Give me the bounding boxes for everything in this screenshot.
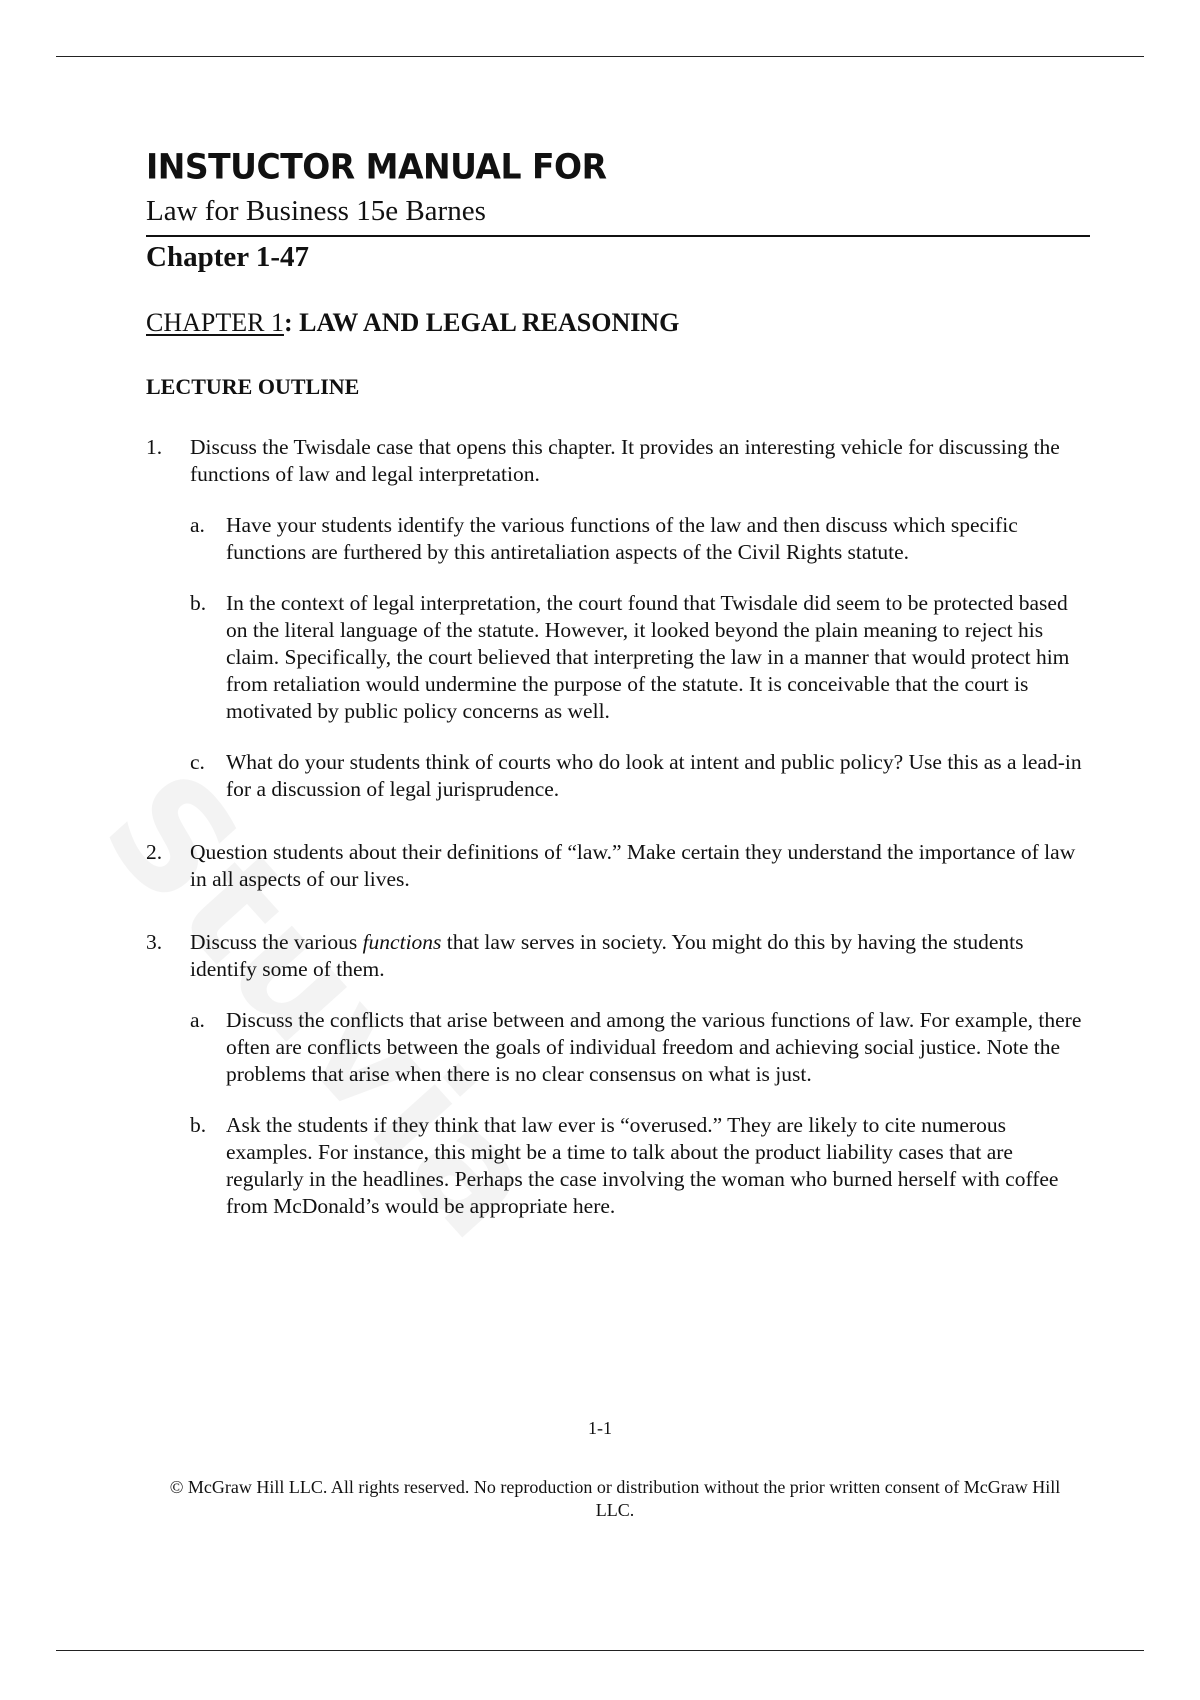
outline-item-1 [146,434,1090,803]
subitem-3a [190,1007,1090,1088]
item-number: 3. [146,930,163,955]
item-number: 2. [146,840,163,865]
chapter-heading [146,308,1090,338]
subitem-text: Ask the students if they think that law ever is “overused.” They are likely to cite numerous examples. For instance, this might be a time to talk about the product liability cases that are regularly in the headlines. Perhaps the case involving the woman who burned herself with coffee from McDonald’s would be appropriate here. [226,1113,1059,1219]
lecture-outline [146,434,1090,1220]
item-text: Question students about their definitions of “law.” Make certain they understand the importance of law in all aspects of our lives. [190,840,1076,892]
subitem-1c [190,749,1090,803]
subitem-letter: b. [190,591,207,616]
item-text-start: Discuss the various [190,930,363,955]
book-subtitle: Law for Business 15e Barnes [146,194,1090,237]
subitem-letter: b. [190,1113,207,1138]
item-text: Discuss the Twisdale case that opens this chapter. It provides an interesting vehicle for discussing the functions of law and legal interpretation. [190,435,1060,487]
document-body [146,145,1090,1256]
subitem-letter: a. [190,513,205,538]
copyright-notice: © McGraw Hill LLC. All rights reserved. No reproduction or distribution without the prior written consent of McGraw Hill LLC. [169,1477,1061,1520]
subitem-text: In the context of legal interpretation, the court found that Twisdale did seem to be protected based on the literal language of the statute. However, it looked beyond the plain meaning to reject his claim. Specifically, the court believed that interpreting the law in a manner that would protect him from retaliation would undermine the purpose of the statute. It is conceivable that the court is motivated by public policy concerns as well. [226,591,1070,724]
subitem-letter: a. [190,1008,205,1033]
chapter-link[interactable]: CHAPTER 1 [146,308,284,338]
subitem-text: Discuss the conflicts that arise between and among the various functions of law. For example, there often are conflicts between the goals of individual freedom and achieving social justice. Note the problems that arise when there is no clear consensus on what is just. [226,1008,1082,1087]
chapter-title: : LAW AND LEGAL REASONING [283,308,680,338]
chapter-range: Chapter 1-47 [146,241,309,274]
subitem-1a [190,512,1090,566]
subitem-3b [190,1112,1090,1220]
item-text [190,929,1090,983]
item-number: 1. [146,435,163,460]
top-rule [56,56,1144,57]
subitem-text: Have your students identify the various functions of the law and then discuss which specific functions are furthered by this antiretaliation aspects of the Civil Rights statute. [226,513,1018,565]
outline-item-3 [146,929,1090,1220]
item-text-end: that law serves in society. You might do this by having the students identify some of them. [190,930,1024,982]
outline-item-2 [146,839,1090,893]
subitem-1b [190,590,1090,725]
manual-title: INSTUCTOR MANUAL FOR [146,145,607,188]
page-number: 1-1 [588,1418,612,1438]
subitem-letter: c. [190,750,205,775]
subitem-text: What do your students think of courts who do look at intent and public policy? Use this as a lead-in for a discussion of legal jurisprudence. [226,750,1082,802]
bottom-rule [56,1650,1144,1651]
item-text-emphasis: functions [362,930,442,955]
section-label: LECTURE OUTLINE [146,374,360,400]
